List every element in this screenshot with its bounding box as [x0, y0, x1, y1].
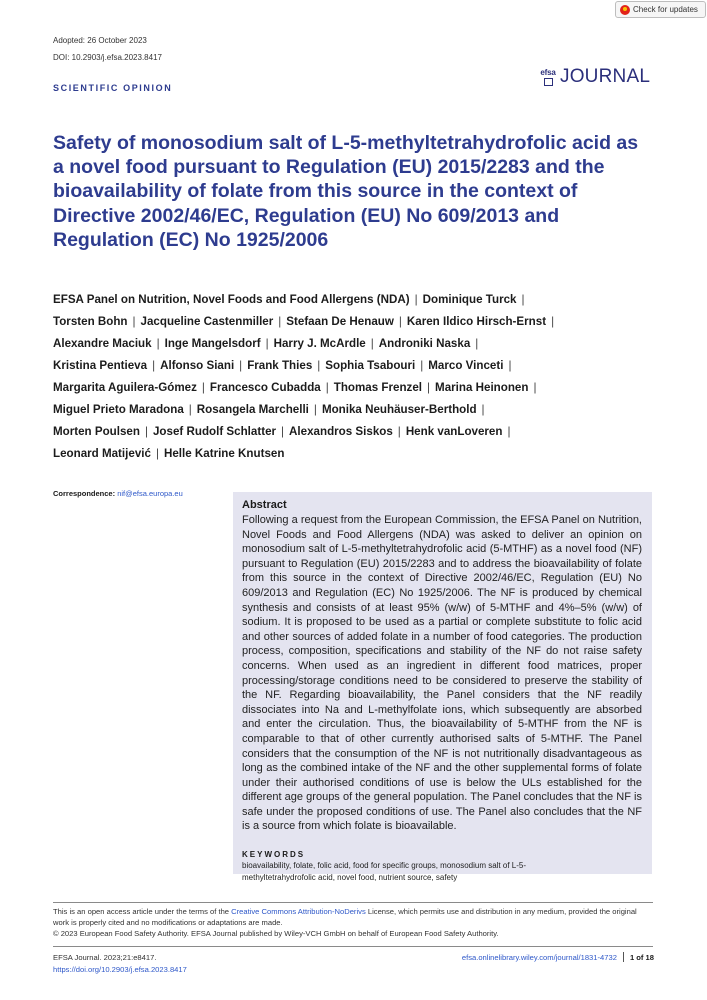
author-separator: |	[370, 337, 374, 350]
author-separator: |	[188, 403, 192, 416]
author-line	[53, 333, 633, 355]
author-name: Torsten Bohn	[53, 315, 128, 328]
author-separator: |	[508, 359, 512, 372]
author-line	[53, 421, 633, 443]
author-name: Alexandros Siskos	[289, 425, 393, 438]
footer-right	[462, 952, 654, 962]
author-name: Alexandre Maciuk	[53, 337, 152, 350]
author-line	[53, 355, 633, 377]
divider	[623, 952, 624, 962]
citation-text: EFSA Journal. 2023;21:e8417.	[53, 953, 157, 962]
author-separator: |	[156, 337, 160, 350]
adopted-date: Adopted: 26 October 2023	[53, 36, 147, 45]
author-name: Marco Vinceti	[428, 359, 504, 372]
author-name: Harry J. McArdle	[273, 337, 366, 350]
journal-wordmark: JOURNAL	[560, 66, 651, 87]
author-name: Frank Thies	[247, 359, 313, 372]
correspondence-email-link[interactable]: nif@efsa.europa.eu	[117, 489, 183, 498]
divider	[53, 902, 653, 903]
article-title: Safety of monosodium salt of L-5-methyltetrahydrofolic acid as a novel food pursuant to Regulation (EU) 2015/2283 and the bioavailability of folate from this source in the context of Directive 2002/46/EC, Regulation (EU) No 609/2013 and Regulation (EC) No 1925/2006	[53, 132, 639, 251]
author-name: EFSA Panel on Nutrition, Novel Foods and Food Allergens (NDA)	[53, 293, 410, 306]
check-for-updates-label: Check for updates	[633, 5, 698, 14]
author-name: Marina Heinonen	[435, 381, 529, 394]
journal-site-link[interactable]: efsa.onlinelibrary.wiley.com/journal/1831-4732	[461, 952, 617, 962]
abstract-heading: Abstract	[242, 499, 287, 511]
author-separator: |	[201, 381, 205, 394]
article-doi: DOI: 10.2903/j.efsa.2023.8417	[53, 53, 162, 62]
author-separator: |	[144, 425, 148, 438]
author-name: Margarita Aguilera-Gómez	[53, 381, 197, 394]
author-line	[53, 311, 633, 333]
author-line	[53, 289, 633, 311]
author-name: Alfonso Siani	[160, 359, 235, 372]
check-for-updates-button[interactable]	[615, 1, 706, 18]
divider	[53, 946, 653, 947]
author-name: Josef Rudolf Schlatter	[152, 425, 277, 438]
author-separator: |	[420, 359, 424, 372]
efsa-logo-icon: efsa	[537, 66, 559, 88]
author-name: Inge Mangelsdorf	[164, 337, 261, 350]
author-separator: |	[533, 381, 537, 394]
author-line	[53, 377, 633, 399]
author-name: Sophia Tsabouri	[325, 359, 416, 372]
author-separator: |	[132, 315, 136, 328]
author-separator: |	[475, 337, 479, 350]
author-separator: |	[397, 425, 401, 438]
copyright-line: © 2023 European Food Safety Authority. EFSA Journal published by Wiley-VCH GmbH on behalf of European Food Safety Authority.	[53, 929, 499, 938]
author-separator: |	[155, 447, 159, 460]
author-name: Morten Poulsen	[53, 425, 140, 438]
author-separator: |	[278, 315, 282, 328]
author-separator: |	[317, 359, 321, 372]
author-name: Jacqueline Castenmiller	[140, 315, 274, 328]
author-name: Rosangela Marchelli	[196, 403, 309, 416]
efsa-journal-logo	[537, 66, 650, 88]
author-separator: |	[398, 315, 402, 328]
abstract-text: Following a request from the European Commission, the EFSA Panel on Nutrition, Novel Foods and Food Allergens (NDA) was asked to deliver an opinion on monosodium salt of L-5-methyltetrahydrofolic acid (5-MTHF) as a novel food (NF) pursuant to Regulation (EU) 2015/2283 and to address the bioavailability of folate from this source in the context of Directive 2002/46/EC, Regulation (EU) No 609/2013 and Regulation (EC) No 1925/2006. The NF is produced by chemical synthesis and consists of at least 95% (w/w) of 5-MTHF and 4%–5% (w/w) of sodium. It is proposed to be used as a partial or complete substitute to folic acid and other sources of added folate in a number of food categories. The production process, composition, specifications and stability of the NF do not raise safety concerns. When used as an ingredient in different food matrices, proper processing/storage conditions need to be considered to preserve the stability of the NF. Regarding bioavailability, the Panel considers that the NF readily dissociates into Na and L-methylfolate ions, which subsequently are absorbed and enter the circulation. Thus, the bioavailability of 5-MTHF from the NF is comparable to that of other currently authorised salts of 5-MTHF. The Panel considers that the consumption of the NF is not nutritionally disadvantageous as long as the combined intake of the NF and the other supplemental forms of folate under their authorised conditions of use is below the ULs established for the different age groups of the general population. The Panel concludes that the NF is safe under the proposed conditions of use. The Panel also concludes that the NF is a source from which folate is bioavailable.	[242, 514, 642, 833]
author-separator: |	[507, 425, 511, 438]
footer-citation	[53, 952, 187, 976]
page-number: 1 of 18	[629, 952, 654, 962]
author-separator: |	[325, 381, 329, 394]
author-separator: |	[265, 337, 269, 350]
abstract-box	[233, 492, 652, 882]
correspondence-label: Correspondence:	[53, 489, 116, 498]
author-separator: |	[313, 403, 317, 416]
author-name: Androniki Naska	[378, 337, 471, 350]
author-line	[53, 443, 633, 465]
section-label: SCIENTIFIC OPINION	[53, 83, 173, 93]
author-separator: |	[152, 359, 156, 372]
author-name: Dominique Turck	[422, 293, 517, 306]
keywords-text: bioavailability, folate, folic acid, food for specific groups, monosodium salt of L-5-methyltetrahydrofolic acid, novel food, nutrient source, safety	[242, 861, 526, 882]
author-name: Kristina Pentieva	[53, 359, 148, 372]
author-list	[53, 289, 633, 465]
author-line	[53, 399, 633, 421]
author-name: Leonard Matijević	[53, 447, 151, 460]
author-separator: |	[414, 293, 418, 306]
author-name: Monika Neuhäuser-Berthold	[321, 403, 477, 416]
crossmark-icon	[620, 5, 630, 15]
cc-license-link[interactable]: Creative Commons Attribution-NoDerivs	[231, 907, 366, 916]
author-name: Francesco Cubadda	[209, 381, 321, 394]
author-separator: |	[551, 315, 555, 328]
author-name: Helle Katrine Knutsen	[163, 447, 285, 460]
keywords-heading: KEYWORDS	[242, 850, 306, 860]
author-name: Henk vanLoveren	[405, 425, 503, 438]
author-separator: |	[481, 403, 485, 416]
author-separator: |	[521, 293, 525, 306]
author-name: Thomas Frenzel	[333, 381, 423, 394]
correspondence	[53, 489, 183, 498]
author-separator: |	[239, 359, 243, 372]
doi-link[interactable]: https://doi.org/10.2903/j.efsa.2023.8417	[53, 965, 187, 974]
author-separator: |	[281, 425, 285, 438]
license-notice: This is an open access article under the terms of the Creative Commons Attribution-NoDerivs License, which permits use and distribution in any medium, provided the original work is properly cited and no modifications or adaptations are made. © 2023 European Food Safety Authority. EFSA Journal published by Wiley-VCH GmbH on behalf of European Food Safety Authority.	[53, 906, 653, 939]
author-name: Karen Ildico Hirsch-Ernst	[406, 315, 547, 328]
author-separator: |	[427, 381, 431, 394]
author-name: Stefaan De Henauw	[286, 315, 394, 328]
author-name: Miguel Prieto Maradona	[53, 403, 184, 416]
